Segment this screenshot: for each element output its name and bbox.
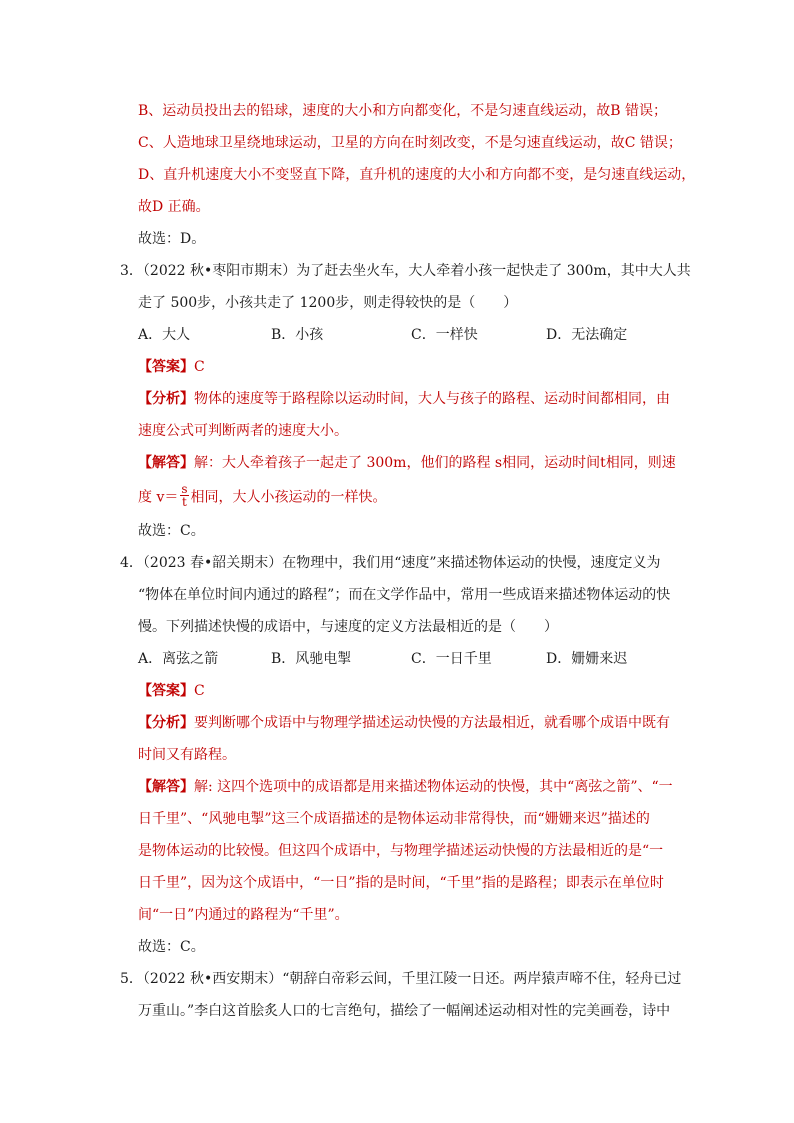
q4-options	[0, 649, 794, 669]
fraction-denominator: t	[182, 495, 187, 509]
q4-quote-qianli: “千里”	[439, 875, 482, 891]
q4-stem-line3: 慢。下列描述快慢的成语中，与速度的定义方法最相近的是（ ）	[138, 619, 558, 635]
q4-quote-lixian: “离弦之箭”	[567, 779, 638, 795]
q3-solution-pre: 度 v＝	[138, 489, 179, 506]
q4-option-a: A．离弦之箭	[138, 651, 219, 667]
q3-answer	[138, 357, 205, 377]
q4-solution-s1c: 、	[637, 779, 652, 795]
q3-stem-line2: 走了 500步，小孩共走了 1200步，则走得较快的是（ ）	[138, 295, 518, 311]
q4-choice: 故选：C。	[138, 939, 205, 955]
q3-analysis-line1	[138, 389, 670, 409]
q3-option-d: D．无法确定	[546, 327, 628, 343]
q4-solution-line1	[138, 777, 673, 797]
q4-answer-tag: 【答案】	[138, 683, 194, 699]
q4-quote-yiri: “一日”	[313, 875, 356, 891]
q4-solution-line2	[138, 809, 650, 829]
q4-solution-line5: 间“一日”内通过的路程为“千里”。	[138, 907, 349, 923]
q4-solution-s1a: 解: 这四个选项中的成语都是用来描述物体运动的快慢，其中	[194, 779, 568, 795]
q3-analysis-text1: 物体的速度等于路程除以运动时间，大人与孩子的路程、运动时间都相同，由	[194, 391, 670, 407]
q4-quote-fengchi: “风驰电掣”	[201, 811, 272, 827]
q3-stem-line1: 3．（2022 秋•枣阳市期末）为了赶去坐火车，大人牵着小孩一起快走了 300m，其中大人共	[120, 263, 691, 279]
q4-quote-shanshan: “姗姗来迟”	[537, 811, 608, 827]
q4-answer-value: C	[194, 683, 205, 699]
q3-option-a: A．大人	[138, 327, 191, 343]
q4-quote-yi-start: “一	[651, 779, 673, 795]
q4-answer	[138, 681, 205, 701]
q3-solution-text1: 解：大人牵着孩子一起走了 300m，他们的路程 s相同，运动时间t相同，则速	[194, 455, 676, 471]
q4-solution-s4a: 日千里”，因为这个成语中，	[138, 875, 314, 891]
q3-choice: 故选：C。	[138, 523, 205, 539]
q4-stem-line2: “物体在单位时间内通过的路程”；而在文学作品中，常用一些成语来描述物体运动的快	[138, 587, 671, 603]
q3-solution-line2	[138, 482, 387, 509]
prev-solution-d1: D、直升机速度大小不变竖直下降，直升机的速度的大小和方向都不变，是匀速直线运动，	[138, 167, 696, 183]
q4-option-c: C．一日千里	[411, 651, 492, 667]
q3-answer-tag: 【答案】	[138, 359, 194, 375]
q4-solution-s2d: 这三个成语描述的是物体运动非常得快，而	[271, 811, 538, 827]
q4-analysis-line1	[138, 713, 670, 733]
q4-solution-s4e: 指的是路程；即表示在单位时	[481, 875, 664, 891]
q3-solution-tag: 【解答】	[138, 455, 194, 471]
q3-option-b: B．小孩	[271, 327, 324, 343]
fraction-numerator: s	[181, 482, 188, 496]
q4-solution-tag: 【解答】	[138, 779, 194, 795]
q3-analysis-tag: 【分析】	[138, 391, 194, 407]
q3-option-c: C．一样快	[411, 327, 478, 343]
q4-stem-line1: 4．（2023 春•韶关期末）在物理中，我们用“速度”来描述物体运动的快慢，速度定义为	[120, 555, 661, 571]
q4-solution-line4	[138, 873, 664, 893]
q4-option-b: B．风驰电掣	[271, 651, 352, 667]
q4-analysis-tag: 【分析】	[138, 715, 194, 731]
q4-analysis-line2: 时间又有路程。	[138, 747, 236, 763]
q4-solution-line3: 是物体运动的比较慢。但这四个成语中，与物理学描述运动快慢的方法最相近的是“一	[138, 843, 664, 859]
q5-stem-line1: 5．（2022 秋•西安期末）“朝辞白帝彩云间，千里江陵一日还。两岸猿声啼不住，轻舟已过	[120, 971, 682, 987]
prev-choice: 故选：D。	[138, 231, 206, 247]
q3-solution-post: 相同，大人小孩运动的一样快。	[190, 489, 387, 506]
q4-solution-s2b: 、	[187, 811, 202, 827]
q4-quote-yi-end: 日千里”	[138, 811, 188, 827]
prev-solution-b: B、运动员投出去的铅球，速度的大小和方向都变化，不是匀速直线运动，故B 错误；	[138, 103, 668, 119]
q3-analysis-line2: 速度公式可判断两者的速度大小。	[138, 423, 348, 439]
q4-solution-s2f: 描述的	[607, 811, 650, 827]
q4-option-d: D．姗姗来迟	[546, 651, 628, 667]
prev-solution-c: C、人造地球卫星绕地球运动，卫星的方向在时刻改变，不是匀速直线运动，故C 错误；	[138, 135, 682, 151]
q4-analysis-text1: 要判断哪个成语中与物理学描述运动快慢的方法最相近，就看哪个成语中既有	[194, 715, 670, 731]
prev-solution-d2: 故D 正确。	[138, 199, 210, 215]
q3-solution-line1	[138, 453, 676, 473]
q4-solution-s4c: 指的是时间，	[355, 875, 440, 891]
q5-stem-line2: 万重山。”李白这首脍炙人口的七言绝句，描绘了一幅阐述运动相对性的完美画卷，诗中	[138, 1003, 671, 1019]
q3-options	[0, 325, 794, 345]
q3-answer-value: C	[194, 359, 205, 375]
speed-fraction	[180, 483, 188, 508]
